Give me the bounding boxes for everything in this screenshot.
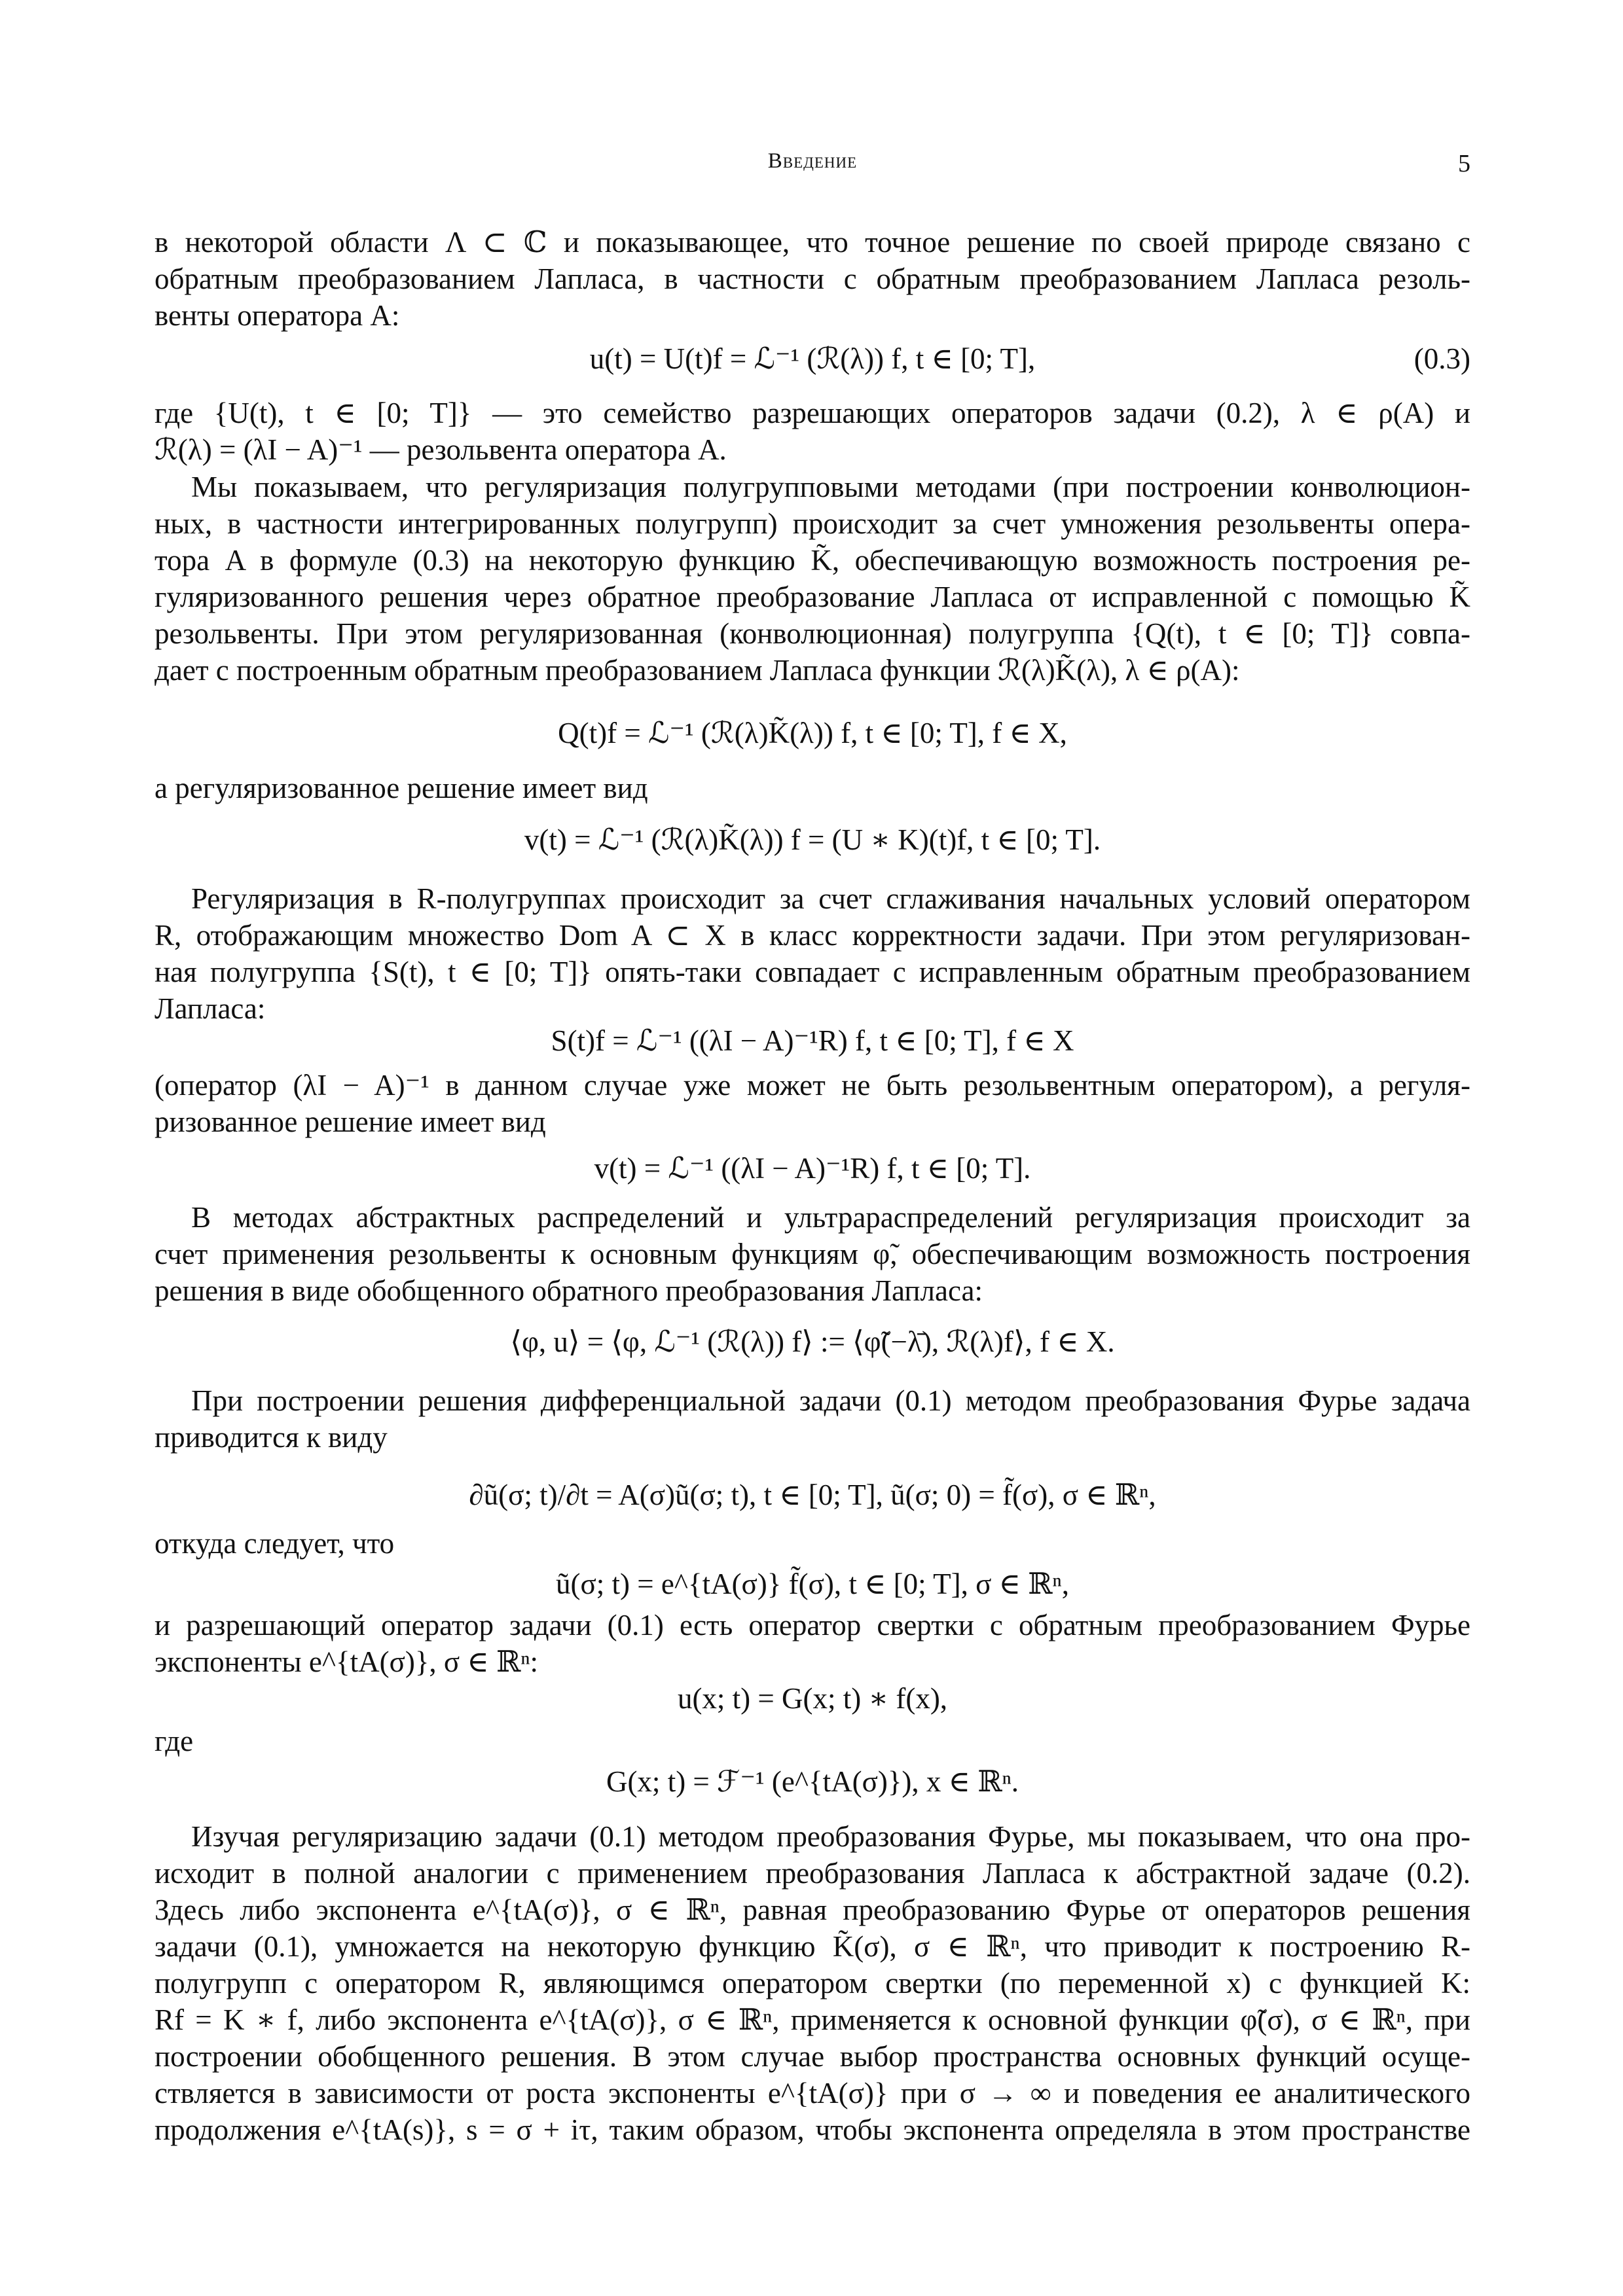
text-line: полугрупп с оператором R, являющимся оператором свертки (по переменной x) с функцией K:	[155, 1967, 1470, 2000]
paragraph-start: Изучая регуляризацию задачи (0.1) методом преобразования Фурье, мы показываем, что она про-	[191, 1820, 1470, 1853]
header-title: Введение	[767, 149, 858, 173]
text-line: обратным преобразованием Лапласа, в частности с обратным преобразованием Лапласа резоль-	[155, 262, 1470, 295]
formula: ũ(σ; t) = e^{tA(σ)} f̃(σ), t ∈ [0; T], σ ∈ ℝⁿ,	[556, 1568, 1069, 1600]
text-line: решения в виде обобщенного обратного преобразования Лапласа:	[155, 1274, 983, 1307]
text-line: резольвенты. При этом регуляризованная (конволюционная) полугруппа {Q(t), t ∈ [0; T]} совпа-	[155, 617, 1470, 650]
text-line: экспоненты e^{tA(σ)}, σ ∈ ℝⁿ:	[155, 1645, 539, 1678]
formula: S(t)f = ℒ⁻¹ ((λI − A)⁻¹R) f, t ∈ [0; T], f ∈ X	[551, 1024, 1074, 1057]
formula: u(x; t) = G(x; t) ∗ f(x),	[677, 1682, 948, 1715]
text-line: ℛ(λ) = (λI − A)⁻¹ — резольвента оператора A.	[155, 433, 727, 466]
text-line: дает с построенным обратным преобразованием Лапласа функции ℛ(λ)K̃(λ), λ ∈ ρ(A):	[155, 654, 1240, 687]
text-line: откуда следует, что	[155, 1527, 395, 1560]
text-line: в некоторой области Λ ⊂ ℂ и показывающее, что точное решение по своей природе связано с	[155, 226, 1470, 259]
formula-0-3	[155, 339, 1470, 378]
formula: v(t) = ℒ⁻¹ (ℛ(λ)K̃(λ)) f = (U ∗ K)(t)f, t ∈ [0; T].	[524, 823, 1101, 856]
formula: G(x; t) = ℱ⁻¹ (e^{tA(σ)}), x ∈ ℝⁿ.	[606, 1765, 1019, 1798]
text-line: где	[155, 1725, 194, 1757]
text-line: а регуляризованное решение имеет вид	[155, 772, 648, 804]
formula: ∂ũ(σ; t)/∂t = A(σ)ũ(σ; t), t ∈ [0; T], ũ(σ; 0) = f̃(σ), σ ∈ ℝⁿ,	[469, 1479, 1156, 1511]
paragraph-start: Мы показываем, что регуляризация полугрупповыми методами (при построении конволюцион-	[191, 471, 1470, 503]
text-line: ная полугруппа {S(t), t ∈ [0; T]} опять-таки совпадает с исправленным обратным преобразованием	[155, 956, 1470, 988]
text-line: ризованное решение имеет вид	[155, 1105, 546, 1138]
text-line: счет применения резольвенты к основным функциям φ̃, обеспечивающим возможность построения	[155, 1238, 1470, 1270]
text-line: ных, в частности интегрированных полугрупп) происходит за счет умножения резольвенты опера-	[155, 507, 1470, 540]
text-line: и разрешающий оператор задачи (0.1) есть оператор свертки с обратным преобразованием Фурье	[155, 1609, 1470, 1641]
text-line: венты оператора A:	[155, 299, 400, 332]
paragraph-start: При построении решения дифференциальной задачи (0.1) методом преобразования Фурье задача	[191, 1384, 1470, 1417]
text-line: продолжения e^{tA(s)}, s = σ + iτ, таким образом, чтобы экспонента определяла в этом пространстве	[155, 2113, 1470, 2146]
formula-body: u(t) = U(t)f = ℒ⁻¹ (ℛ(λ)) f, t ∈ [0; T],	[589, 342, 1036, 375]
page-number: 5	[1458, 150, 1470, 177]
text-line: гуляризованного решения через обратное преобразование Лапласа от исправленной с помощью K̃	[155, 581, 1470, 613]
text-line: Здесь либо экспонента e^{tA(σ)}, σ ∈ ℝⁿ, равная преобразованию Фурье от операторов решения	[155, 1893, 1470, 1926]
text-line: где {U(t), t ∈ [0; T]} — это семейство разрешающих операторов задачи (0.2), λ ∈ ρ(A) и	[155, 397, 1470, 429]
formula: ⟨φ, u⟩ = ⟨φ, ℒ⁻¹ (ℛ(λ)) f⟩ := ⟨φ̃(−λ̄), ℛ(λ)f⟩, f ∈ X.	[510, 1325, 1115, 1358]
text-line: ствляется в зависимости от роста экспоненты e^{tA(σ)} при σ → ∞ и поведения ее аналитического	[155, 2077, 1470, 2109]
paragraph-start: Регуляризация в R-полугруппах происходит за счет сглаживания начальных условий оператором	[191, 882, 1470, 915]
formula: Q(t)f = ℒ⁻¹ (ℛ(λ)K̃(λ)) f, t ∈ [0; T], f ∈ X,	[558, 717, 1067, 749]
text-line: задачи (0.1), умножается на некоторую функцию K̃(σ), σ ∈ ℝⁿ, что приводит к построению R-	[155, 1930, 1470, 1963]
text-line: тора A в формуле (0.3) на некоторую функцию K̃, обеспечивающую возможность построения ре-	[155, 544, 1470, 577]
paragraph-start: В методах абстрактных распределений и ультрараспределений регуляризация происходит за	[191, 1201, 1470, 1234]
running-header	[155, 149, 1470, 186]
equation-number: (0.3)	[1413, 342, 1470, 375]
text-line: исходит в полной аналогии с применением преобразования Лапласа к абстрактной задаче (0.2).	[155, 1857, 1470, 1890]
text-line: построении обобщенного решения. В этом случае выбор пространства основных функций осуще-	[155, 2040, 1470, 2073]
text-line: Rf = K ∗ f, либо экспонента e^{tA(σ)}, σ ∈ ℝⁿ, применяется к основной функции φ̃(σ), σ ∈ ℝⁿ, при	[155, 2003, 1470, 2036]
text-line: приводится к виду	[155, 1421, 388, 1454]
text-line: R, отображающим множество Dom A ⊂ X в класс корректности задачи. При этом регуляризован-	[155, 919, 1470, 952]
text-line: Лапласа:	[155, 992, 266, 1025]
formula: v(t) = ℒ⁻¹ ((λI − A)⁻¹R) f, t ∈ [0; T].	[594, 1152, 1031, 1185]
text-line: (оператор (λI − A)⁻¹ в данном случае уже может не быть резольвентным оператором), а регуля-	[155, 1069, 1470, 1102]
